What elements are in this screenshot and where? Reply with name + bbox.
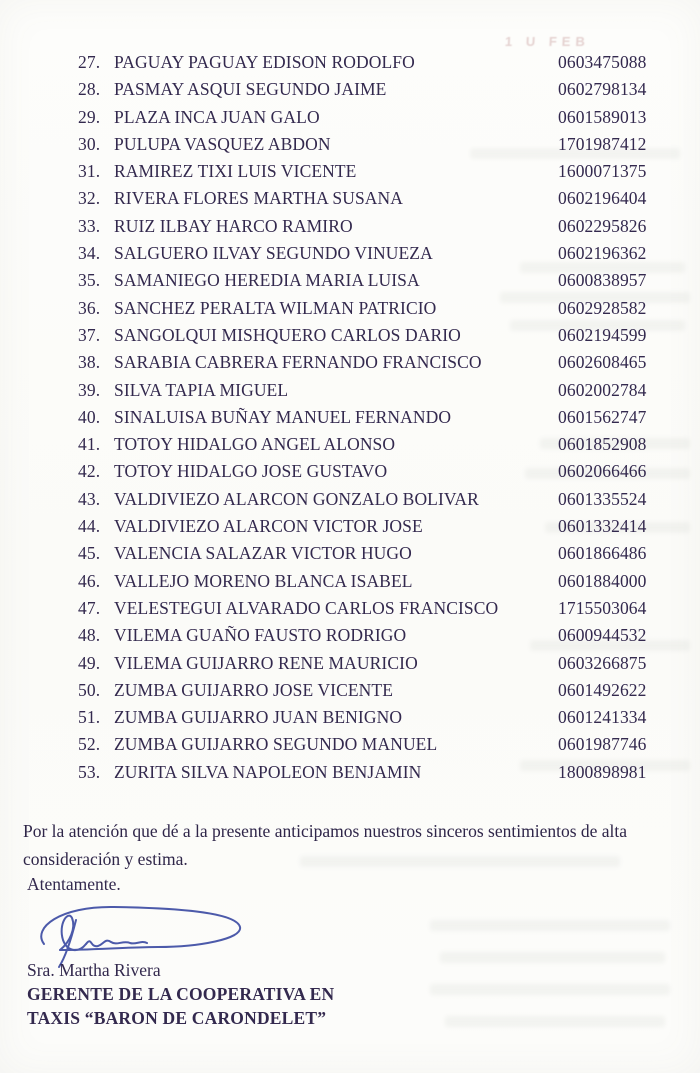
member-name: TOTOY HIDALGO ANGEL ALONSO (114, 434, 396, 455)
bleed-through-artifact (430, 920, 670, 931)
member-id-number: 0601332414 (558, 516, 647, 537)
member-number: 32. (78, 188, 101, 209)
member-name: ZURITA SILVA NAPOLEON BENJAMIN (114, 761, 422, 782)
bleed-through-artifact (445, 1016, 665, 1027)
member-name: PLAZA INCA JUAN GALO (114, 106, 320, 127)
signatory-block (27, 958, 334, 1030)
member-number: 46. (78, 570, 101, 591)
member-number: 38. (78, 352, 101, 373)
member-id-number: 1701987412 (558, 133, 647, 154)
member-number: 44. (78, 516, 101, 537)
member-row (78, 653, 670, 680)
member-id-number: 0600944532 (558, 625, 647, 646)
bleed-through-date-stamp: 1 U FEB (504, 34, 591, 49)
salutation: Atentamente. (27, 874, 121, 894)
member-name: PULUPA VASQUEZ ABDON (114, 133, 331, 154)
member-id-number: 1800898981 (558, 761, 647, 782)
member-row (78, 352, 670, 379)
member-number: 42. (78, 461, 101, 482)
member-name: VALDIVIEZO ALARCON VICTOR JOSE (114, 516, 423, 537)
member-name: RUIZ ILBAY HARCO RAMIRO (114, 215, 353, 236)
member-number: 35. (78, 270, 101, 291)
member-id-number: 0600838957 (558, 270, 647, 291)
member-number: 37. (78, 324, 101, 345)
member-name: VILEMA GUAÑO FAUSTO RODRIGO (114, 625, 407, 646)
member-name: ZUMBA GUIJARRO JOSE VICENTE (114, 679, 393, 700)
member-number: 48. (78, 625, 101, 646)
member-number: 43. (78, 488, 101, 509)
member-row (78, 79, 670, 106)
member-row (78, 516, 670, 543)
signatory-name: Sra. Martha Rivera (27, 960, 161, 980)
member-id-number: 1600071375 (558, 161, 647, 182)
member-id-number: 0602066466 (558, 461, 647, 482)
member-row (78, 325, 670, 352)
member-id-number: 0602196404 (558, 188, 647, 209)
member-id-number: 0601562747 (558, 406, 647, 427)
member-id-number: 0601589013 (558, 106, 647, 127)
member-id-number: 0602295826 (558, 215, 647, 236)
member-number: 53. (78, 761, 101, 782)
member-name: SINALUISA BUÑAY MANUEL FERNANDO (114, 406, 452, 427)
member-row (78, 625, 670, 652)
member-number: 45. (78, 543, 101, 564)
bleed-through-artifact (440, 952, 665, 963)
member-number: 27. (78, 52, 101, 72)
member-name: ZUMBA GUIJARRO JUAN BENIGNO (114, 707, 403, 728)
member-name: ZUMBA GUIJARRO SEGUNDO MANUEL (114, 734, 438, 755)
member-row (78, 434, 670, 461)
member-row (78, 243, 670, 270)
member-row (78, 543, 670, 570)
member-row (78, 270, 670, 297)
member-name: VELESTEGUI ALVARADO CARLOS FRANCISCO (114, 597, 499, 618)
member-row (78, 489, 670, 516)
member-name: PAGUAY PAGUAY EDISON RODOLFO (114, 52, 415, 72)
member-number: 28. (78, 79, 101, 100)
signatory-title-line2: TAXIS “BARON DE CARONDELET” (27, 1008, 327, 1028)
member-number: 47. (78, 597, 101, 618)
member-id-number: 0602608465 (558, 352, 647, 373)
member-number: 40. (78, 406, 101, 427)
member-id-number: 0603266875 (558, 652, 647, 673)
member-number: 33. (78, 215, 101, 236)
member-name: RIVERA FLORES MARTHA SUSANA (114, 188, 403, 209)
member-number: 41. (78, 434, 101, 455)
member-id-number: 0601884000 (558, 570, 647, 591)
member-name: SANCHEZ PERALTA WILMAN PATRICIO (114, 297, 437, 318)
member-number: 51. (78, 707, 101, 728)
member-id-number: 0602194599 (558, 324, 647, 345)
member-name: PASMAY ASQUI SEGUNDO JAIME (114, 79, 387, 100)
member-number: 39. (78, 379, 101, 400)
member-number: 31. (78, 161, 101, 182)
member-id-number: 0601866486 (558, 543, 647, 564)
member-id-number: 0601241334 (558, 707, 647, 728)
member-row (78, 52, 670, 79)
member-row (78, 571, 670, 598)
member-name: VALLEJO MORENO BLANCA ISABEL (114, 570, 413, 591)
member-name: RAMIREZ TIXI LUIS VICENTE (114, 161, 357, 182)
member-id-number: 0602002784 (558, 379, 647, 400)
member-id-number: 1715503064 (558, 597, 647, 618)
member-name: SAMANIEGO HEREDIA MARIA LUISA (114, 270, 420, 291)
member-id-number: 0601492622 (558, 679, 647, 700)
member-number: 50. (78, 679, 101, 700)
member-number: 49. (78, 652, 101, 673)
member-id-number: 0601335524 (558, 488, 647, 509)
member-number: 30. (78, 133, 101, 154)
member-row (78, 734, 670, 761)
member-id-number: 0603475088 (558, 52, 647, 72)
member-row (78, 107, 670, 134)
member-row (78, 216, 670, 243)
member-row (78, 298, 670, 325)
member-id-number: 0602798134 (558, 79, 647, 100)
member-row (78, 380, 670, 407)
bleed-through-artifact (430, 984, 670, 995)
member-number: 36. (78, 297, 101, 318)
member-name: SILVA TAPIA MIGUEL (114, 379, 289, 400)
member-name: TOTOY HIDALGO JOSE GUSTAVO (114, 461, 388, 482)
signatory-title-line1: GERENTE DE LA COOPERATIVA EN (27, 984, 335, 1004)
member-name: SARABIA CABRERA FERNANDO FRANCISCO (114, 352, 482, 373)
member-row (78, 134, 670, 161)
member-number: 34. (78, 243, 101, 264)
member-id-number: 0602928582 (558, 297, 647, 318)
member-row (78, 762, 670, 789)
member-name: SALGUERO ILVAY SEGUNDO VINUEZA (114, 243, 433, 264)
member-row (78, 407, 670, 434)
member-id-number: 0601987746 (558, 734, 647, 755)
member-number: 52. (78, 734, 101, 755)
member-name: SANGOLQUI MISHQUERO CARLOS DARIO (114, 324, 461, 345)
member-name: VALDIVIEZO ALARCON GONZALO BOLIVAR (114, 488, 479, 509)
member-id-number: 0602196362 (558, 243, 647, 264)
member-row (78, 161, 670, 188)
closing-paragraph: Por la atención que dé a la presente anticipamos nuestros sinceros sentimientos de alta consideración y estima. (23, 820, 628, 869)
member-row (78, 188, 670, 215)
member-number: 29. (78, 106, 101, 127)
member-name: VALENCIA SALAZAR VICTOR HUGO (114, 543, 412, 564)
member-row (78, 598, 670, 625)
member-row (78, 707, 670, 734)
member-id-number: 0601852908 (558, 434, 647, 455)
member-name: VILEMA GUIJARRO RENE MAURICIO (114, 652, 418, 673)
member-row (78, 461, 670, 488)
member-list (78, 52, 670, 789)
member-row (78, 680, 670, 707)
